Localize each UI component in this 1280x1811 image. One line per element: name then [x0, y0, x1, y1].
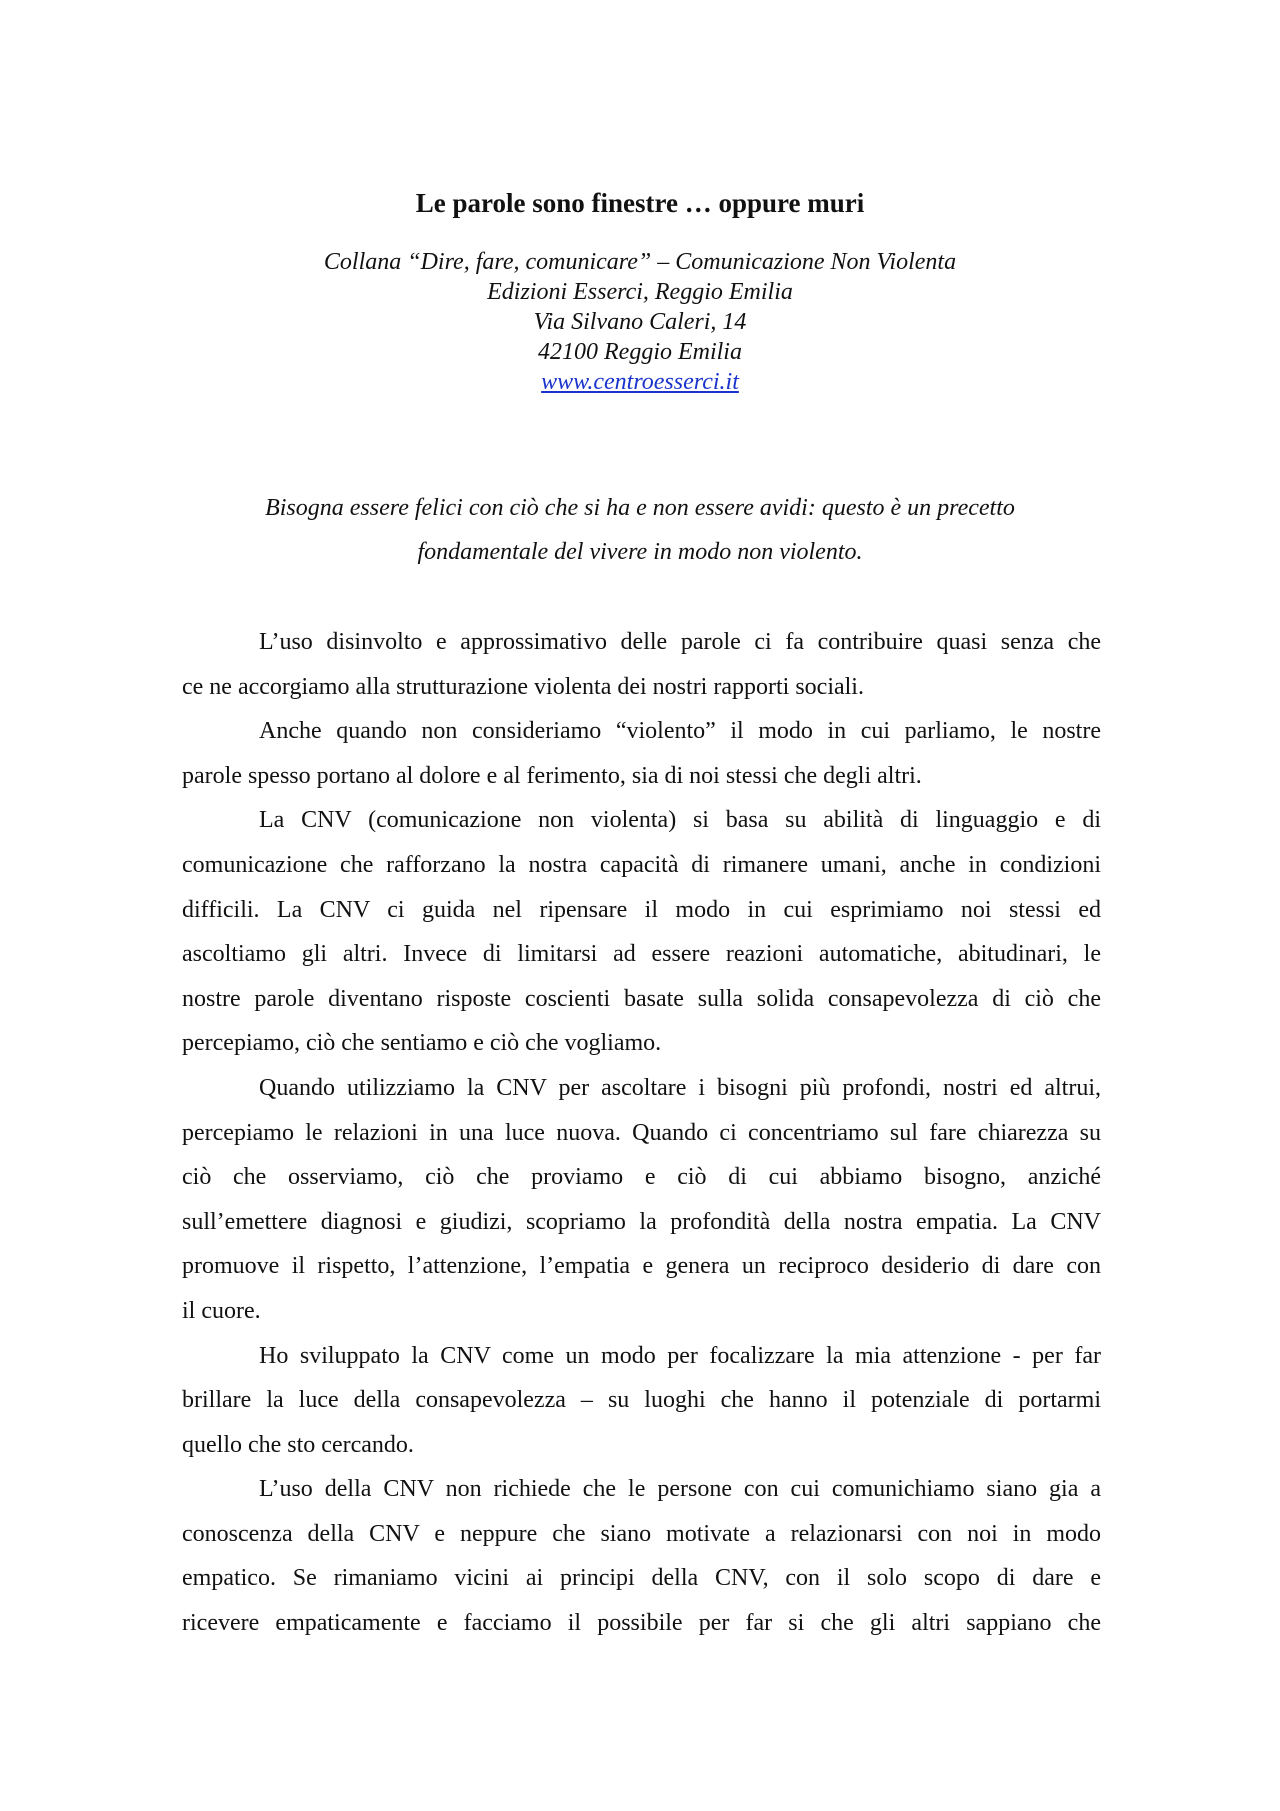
paragraph-line: ricevere empaticamente e facciamo il possibile per far si che gli altri sappiano che — [182, 1610, 1101, 1637]
paragraph-line: brillare la luce della consapevolezza – su luoghi che hanno il potenziale di portarmi — [182, 1387, 1101, 1414]
body-paragraph — [182, 1334, 1101, 1468]
paragraph-line: comunicazione che rafforzano la nostra capacità di rimanere umani, anche in condizioni — [182, 851, 1101, 878]
paragraph-line: L’uso disinvolto e approssimativo delle parole ci fa contribuire quasi senza che — [259, 629, 1101, 655]
paragraph-line: parole spesso portano al dolore e al ferimento, sia di noi stessi che degli altri. — [182, 762, 922, 789]
paragraph-line: Ho sviluppato la CNV come un modo per focalizzare la mia attenzione - per far — [259, 1342, 1101, 1369]
epigraph-line: fondamentale del vivere in modo non violento. — [417, 539, 863, 565]
paragraph-line: il cuore. — [182, 1297, 261, 1324]
epigraph — [0, 486, 1280, 574]
paragraph-line: percepiamo le relazioni in una luce nuova. Quando ci concentriamo sul fare chiarezza su — [182, 1119, 1101, 1146]
paragraph-line: La CNV (comunicazione non violenta) si basa su abilità di linguaggio e di — [259, 807, 1101, 834]
city-line: 42100 Reggio Emilia — [538, 339, 742, 365]
body-paragraph — [182, 620, 1101, 709]
series-line: Collana “Dire, fare, comunicare” – Comunicazione Non Violenta — [323, 249, 957, 275]
epigraph-line: Bisogna essere felici con ciò che si ha e non essere avidi: questo è un precetto — [265, 495, 1015, 521]
paragraph-line: ascoltiamo gli altri. Invece di limitarsi ad essere reazioni automatiche, abitudinari, le — [182, 941, 1101, 968]
body-paragraph — [182, 1467, 1101, 1645]
paragraph-line: ce ne accorgiamo alla strutturazione violenta dei nostri rapporti sociali. — [182, 673, 864, 700]
paragraph-line: promuove il rispetto, l’attenzione, l’empatia e genera un reciproco desiderio di dare con — [182, 1253, 1101, 1280]
publisher-line: Edizioni Esserci, Reggio Emilia — [487, 279, 793, 305]
body-paragraph — [182, 1066, 1101, 1334]
paragraph-line: difficili. La CNV ci guida nel ripensare il modo in cui esprimiamo noi stessi ed — [182, 896, 1101, 923]
paragraph-line: nostre parole diventano risposte coscienti basate sulla solida consapevolezza di ciò che — [182, 985, 1101, 1012]
paragraph-line: Quando utilizziamo la CNV per ascoltare i bisogni più profondi, nostri ed altrui, — [259, 1074, 1101, 1101]
paragraph-line: percepiamo, ciò che sentiamo e ciò che vogliamo. — [182, 1030, 662, 1057]
paragraph-line: ciò che osserviamo, ciò che proviamo e ciò di cui abbiamo bisogno, anziché — [182, 1164, 1101, 1191]
body-paragraph — [182, 709, 1101, 798]
paragraph-line: L’uso della CNV non richiede che le persone con cui comunichiamo siano gia a — [259, 1476, 1101, 1503]
imprint-block — [0, 247, 1280, 397]
document-title: Le parole sono finestre … oppure muri — [415, 188, 865, 218]
paragraph-line: Anche quando non consideriamo “violento” il modo in cui parliamo, le nostre — [259, 718, 1101, 745]
body-paragraph — [182, 798, 1101, 1066]
street-line: Via Silvano Caleri, 14 — [533, 309, 747, 335]
body-text — [182, 620, 1101, 1646]
website-line — [0, 367, 1280, 397]
paragraph-line: conoscenza della CNV e neppure che siano motivate a relazionarsi con noi in modo — [182, 1520, 1101, 1547]
paragraph-line: empatico. Se rimaniamo vicini ai principi della CNV, con il solo scopo di dare e — [182, 1565, 1101, 1592]
paragraph-line: quello che sto cercando. — [182, 1431, 414, 1458]
website-link[interactable]: www.centroesserci.it — [541, 369, 739, 395]
paragraph-line: sull’emettere diagnosi e giudizi, scopriamo la profondità della nostra empatia. La CNV — [182, 1208, 1101, 1235]
